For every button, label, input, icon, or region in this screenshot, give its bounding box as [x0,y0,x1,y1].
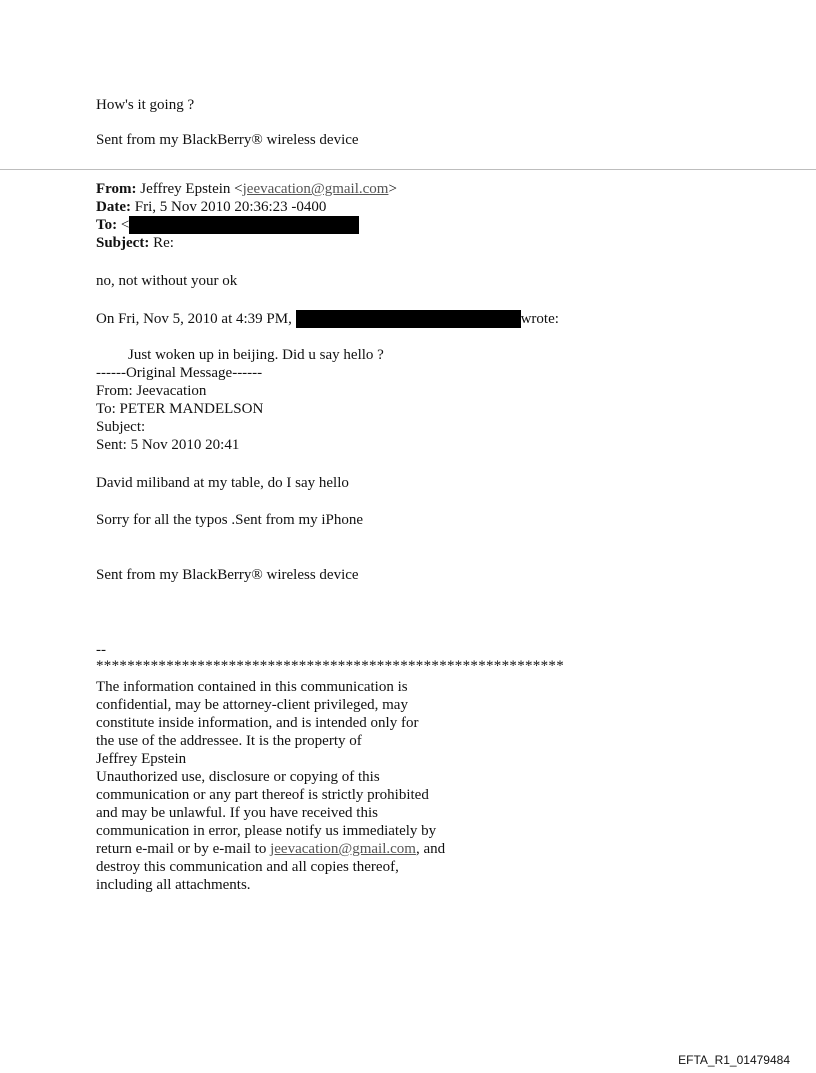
from-email-link[interactable]: jeevacation@gmail.com [242,181,389,197]
to-label: To: [96,217,118,233]
separator-line [0,169,816,170]
subject-value: Re: [153,235,174,251]
quoted-to: To: PETER MANDELSON [96,401,264,417]
disclaimer-line: the use of the addressee. It is the property of [96,733,362,749]
disclaimer-line: Jeffrey Epstein [96,751,187,767]
quote-intro-prefix: On Fri, Nov 5, 2010 at 4:39 PM, [96,311,292,327]
disclaimer-line [96,840,516,858]
quoted-subject: Subject: [96,419,146,435]
disclaimer-line: communication or any part thereof is strictly prohibited [96,787,429,803]
disclaimer-line: constitute inside information, and is intended only for [96,715,419,731]
disclaimer-line: including all attachments. [96,877,251,893]
disclaimer-suffix: , and [415,841,446,857]
document-id: EFTA_R1_01479484 [678,1053,790,1067]
disclaimer-line: The information contained in this communication is [96,679,408,695]
disclaimer-line: communication in error, please notify us immediately by [96,823,437,839]
blackberry-signature-2: Sent from my BlackBerry® wireless device [96,567,359,583]
header-subject [96,234,174,252]
blackberry-signature: Sent from my BlackBerry® wireless device [96,132,359,148]
disclaimer-prefix: return e-mail or by e-mail to [96,841,267,857]
greeting-text: How's it going ? [96,97,195,113]
date-label: Date: [96,199,131,215]
iphone-signature: Sorry for all the typos .Sent from my iPhone [96,512,364,528]
original-message-marker: ------Original Message------ [96,365,263,381]
disclaimer-line: confidential, may be attorney-client privileged, may [96,697,408,713]
to-value: < [120,217,130,233]
header-date [96,198,326,216]
disclaimer-line: and may be unlawful. If you have received this [96,805,378,821]
date-value: Fri, 5 Nov 2010 20:36:23 -0400 [134,199,327,215]
disclaimer-line: Unauthorized use, disclosure or copying of this [96,769,380,785]
subject-label: Subject: [96,235,150,251]
disclaimer-block [96,678,516,894]
quoted-line-1: Just woken up in beijing. Did u say hello ? [128,347,384,363]
quoted-body: David miliband at my table, do I say hello [96,475,349,491]
disclaimer-email-link[interactable]: jeevacation@gmail.com [270,841,416,857]
reply-text: no, not without your ok [96,273,238,289]
quoted-sent: Sent: 5 Nov 2010 20:41 [96,437,240,453]
quote-intro-suffix: wrote: [520,311,559,327]
from-close: > [388,181,397,197]
redaction-box [129,216,359,234]
signature-dash: -- [96,642,106,658]
header-to [96,216,359,234]
header-from [96,180,397,198]
quoted-from: From: Jeevacation [96,383,207,399]
redaction-box [296,310,521,328]
from-label: From: [96,181,137,197]
stars-divider: ************************************************************ [96,658,564,674]
disclaimer-line: destroy this communication and all copies thereof, [96,859,399,875]
from-name: Jeffrey Epstein < [140,181,243,197]
quote-intro [96,310,559,328]
